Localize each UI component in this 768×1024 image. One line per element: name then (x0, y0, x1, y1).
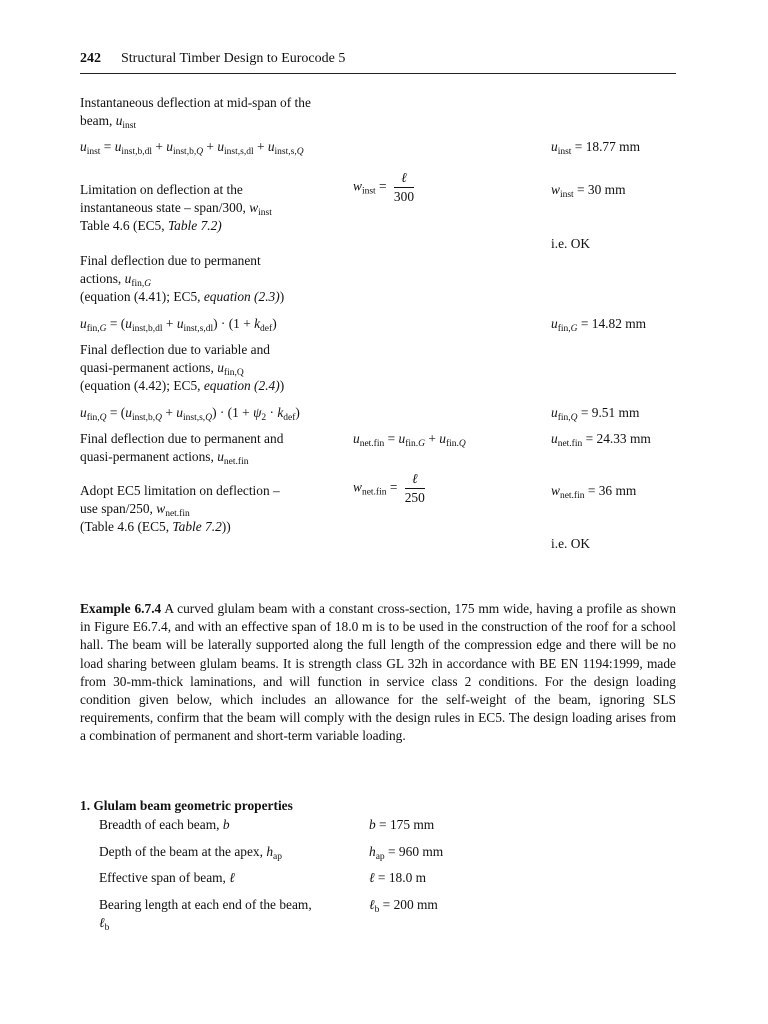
winst-label-line-3: Table 4.6 (EC5, Table 7.2) (80, 218, 222, 233)
section-heading: 1. Glulam beam geometric properties (80, 798, 293, 813)
net-label-line-2: quasi-permanent actions, $u_{net.fin}$ (80, 449, 249, 467)
wnet-formula: $w_{net.fin}$ = $\frac{\text{ℓ}}{250}$ (353, 471, 425, 505)
depth-label: Depth of the beam at the apex, $h_{ap}$ (99, 844, 282, 862)
wnet-label-line-3: (Table 4.6 (EC5, Table 7.2)) (80, 519, 231, 534)
finG-label-line-3: (equation (4.41); EC5, equation (2.3)) (80, 289, 285, 304)
bearing-value: ℓ$_b$ = 200 mm (369, 897, 438, 915)
example-paragraph (80, 600, 676, 746)
wnet-label-line-2: use span/250, $w_{net.fin}$ (80, 501, 190, 519)
net-label-line-1: Final deflection due to permanent and (80, 431, 284, 446)
inst-label-line-2: beam, $u_{inst}$ (80, 113, 137, 131)
depth-value: $h_{ap} = 960$ mm (369, 844, 444, 862)
finQ-formula: $u_{fin,Q} = (u_{inst,b,Q} + u_{inst,s,Q}) \cdot (1 + \psi_2 \cdot k_{def})$ (80, 405, 300, 423)
finG-label-line-2: actions, $u_{fin,G}$ (80, 271, 152, 289)
winst-label-line-1: Limitation on deflection at the (80, 182, 243, 197)
bearing-label: Bearing length at each end of the beam, (99, 897, 312, 912)
breadth-value: b = 175 mm (369, 817, 435, 832)
inst-result: $u_{inst} = 18.77$ mm (551, 139, 640, 157)
finQ-label-line-3: (equation (4.42); EC5, equation (2.4)) (80, 378, 285, 393)
page-number: 242 (80, 51, 101, 66)
net-result: $u_{net.fin} = 24.33$ mm (551, 431, 651, 449)
winst-label-line-2: instantaneous state – span/300, $w_{inst}$ (80, 200, 272, 218)
winst-formula: $w_{inst}$ = $\frac{\text{ℓ}}{300}$ (353, 170, 415, 204)
finG-result: $u_{fin,G} = 14.82$ mm (551, 316, 647, 334)
header-rule (80, 73, 676, 74)
span-label: Effective span of beam, ℓ (99, 870, 235, 885)
ok-check-2: i.e. OK (551, 536, 591, 551)
span-value: ℓ = 18.0 m (369, 870, 427, 885)
ok-check-1: i.e. OK (551, 236, 591, 251)
inst-label-line-1: Instantaneous deflection at mid-span of the (80, 95, 311, 110)
finG-label-line-1: Final deflection due to permanent (80, 253, 261, 268)
inst-formula: $u_{inst} = u_{inst,b,dl} + u_{inst,b,Q} + u_{inst,s,dl} + u_{inst,s,Q}$ (80, 139, 304, 157)
wnet-label-line-1: Adopt EC5 limitation on deflection – (80, 483, 280, 498)
running-title: Structural Timber Design to Eurocode 5 (121, 51, 346, 66)
net-formula: $u_{net.fin} = u_{fin.G} + u_{fin.Q}$ (353, 431, 466, 449)
finQ-label-line-1: Final deflection due to variable and (80, 342, 271, 357)
winst-result: $w_{inst} = 30$ mm (551, 182, 626, 200)
bearing-symbol: ℓ$_b$ (99, 915, 110, 933)
example-text: A curved glulam beam with a constant cross-section, 175 mm wide, having a profile as shown in Figure E6.7.4, and with an effective span of 18.0 m is to be used in the construction of the roof for a school hall. The beam will be laterally supported along the full length of the compression edge and there will be no load sharing between glulam beams. It is strength class GL 32h in accordance with BE EN 1194:1999, made from 30-mm-thick laminations, and will function in service class 2 conditions. For the design loading condition given below, which includes an allowance for the self-weight of the beam, ignoring SLS requirements, confirm that the beam will comply with the design rules in EC5. The design loading arises from a combination of permanent and short-term variable loading. (80, 601, 676, 744)
finQ-result: $u_{fin,Q} = 9.51$ mm (551, 405, 640, 423)
finQ-label-line-2: quasi-permanent actions, $u_{fin,Q}$ (80, 360, 244, 378)
example-heading: Example 6.7.4 (80, 601, 162, 616)
wnet-result: $w_{net.fin} = 36$ mm (551, 483, 637, 501)
finG-formula: $u_{fin,G} = (u_{inst,b,dl} + u_{inst,s,dl}) \cdot (1 + k_{def})$ (80, 316, 277, 334)
breadth-label: Breadth of each beam, b (99, 817, 230, 832)
